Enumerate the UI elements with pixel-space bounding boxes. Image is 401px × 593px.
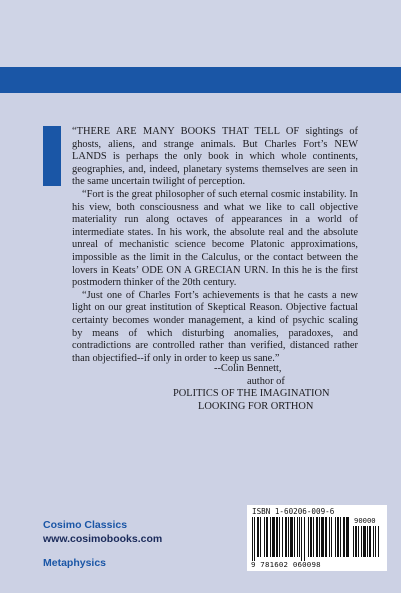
quote-accent-bar bbox=[43, 126, 61, 186]
barcode-bar bbox=[252, 517, 253, 561]
barcode-bar bbox=[378, 526, 379, 557]
barcode-addon-number: 90000 bbox=[354, 516, 376, 525]
ean-barcode bbox=[252, 517, 350, 561]
barcode-bar bbox=[329, 517, 330, 557]
barcode-panel bbox=[247, 505, 387, 571]
barcode-bar bbox=[321, 517, 324, 557]
book-category: Metaphysics bbox=[43, 557, 107, 569]
barcode-bar bbox=[373, 526, 374, 557]
blurb-quote bbox=[72, 126, 358, 365]
barcode-bar bbox=[266, 517, 268, 557]
barcode-bar bbox=[254, 517, 255, 561]
barcode-bar bbox=[290, 517, 293, 557]
barcode-bar bbox=[257, 517, 259, 557]
barcode-bar bbox=[363, 526, 366, 557]
barcode-bar bbox=[353, 526, 354, 557]
barcode-bar bbox=[301, 517, 302, 561]
attribution-book-title-1: POLITICS OF THE IMAGINATION bbox=[173, 388, 330, 400]
quote-attribution bbox=[173, 363, 384, 413]
addon-barcode bbox=[353, 526, 383, 561]
barcode-bar bbox=[355, 526, 357, 557]
barcode-bar bbox=[316, 517, 318, 557]
quote-paragraph-1: “THERE ARE MANY BOOKS THAT TELL OF sightings of ghosts, aliens, and strange animals. But Charles Fort’s NEW LANDS is perhaps the only book in which whole continents, geographies, and, indeed, planetary systems themselves are seen in the same uncertain twilight of perception. bbox=[72, 126, 358, 188]
ean-digits: 9 781602 060098 bbox=[251, 560, 321, 569]
quote-paragraph-2: “Fort is the great philosopher of such eternal cosmic instability. In his view, both consciousness and what we like to call objective materiality run along octaves of appearances in a world of intermediate states. In his work, the absolute real and the absolute unreal of mechanistic science become Platonic approximations, impossible as the limit in the Calculus, or the contact between the lovers in Keats’ ODE ON A GRECIAN URN. In this he is the first postmodern thinker of the 20th century. bbox=[72, 188, 358, 289]
barcode-bar bbox=[294, 517, 295, 557]
barcode-bar bbox=[343, 517, 345, 557]
barcode-bar bbox=[264, 517, 265, 557]
attribution-role: author of bbox=[247, 375, 285, 387]
barcode-bar bbox=[299, 517, 300, 557]
attribution-book-title-2: LOOKING FOR ORTHON bbox=[198, 400, 314, 412]
isbn-label: ISBN 1-60206-009-6 bbox=[252, 507, 335, 516]
barcode-bar bbox=[282, 517, 283, 557]
barcode-bar bbox=[288, 517, 289, 557]
barcode-bar bbox=[337, 517, 339, 557]
barcode-bar bbox=[325, 517, 327, 557]
barcode-bar bbox=[276, 517, 278, 557]
barcode-bar bbox=[335, 517, 336, 557]
barcode-bar bbox=[297, 517, 298, 557]
top-band bbox=[0, 0, 401, 67]
quote-paragraph-3: “Just one of Charles Fort’s achievements is that he casts a new light on our great institution of Skeptical Reason. Objective factual certainty becomes wonder management, a kind of psychic scaling by means of which disturbing anomalies, paradoxes, and contradictions are controlled rather than verified, distanced rather than objectified--if only in order to keep us sane.” bbox=[72, 289, 358, 364]
barcode-bar bbox=[361, 526, 362, 557]
barcode-bar bbox=[375, 526, 376, 557]
barcode-bar bbox=[313, 517, 314, 557]
barcode-bar bbox=[319, 517, 320, 557]
barcode-bar bbox=[369, 526, 371, 557]
publisher-url: www.cosimobooks.com bbox=[43, 533, 163, 545]
barcode-bar bbox=[331, 517, 332, 557]
barcode-bar bbox=[310, 517, 312, 557]
barcode-bar bbox=[308, 517, 309, 557]
barcode-bar bbox=[340, 517, 341, 557]
attribution-name: --Colin Bennett, bbox=[214, 363, 282, 374]
barcode-bar bbox=[358, 526, 359, 557]
barcode-bar bbox=[346, 517, 349, 557]
header-color-bar bbox=[0, 67, 401, 93]
barcode-bar bbox=[279, 517, 280, 557]
barcode-bar bbox=[272, 517, 275, 557]
barcode-bar bbox=[367, 526, 368, 557]
barcode-bar bbox=[285, 517, 287, 557]
barcode-bar bbox=[270, 517, 271, 557]
publisher-name: Cosimo Classics bbox=[43, 519, 128, 531]
barcode-bar bbox=[260, 517, 261, 557]
barcode-bar bbox=[304, 517, 305, 561]
